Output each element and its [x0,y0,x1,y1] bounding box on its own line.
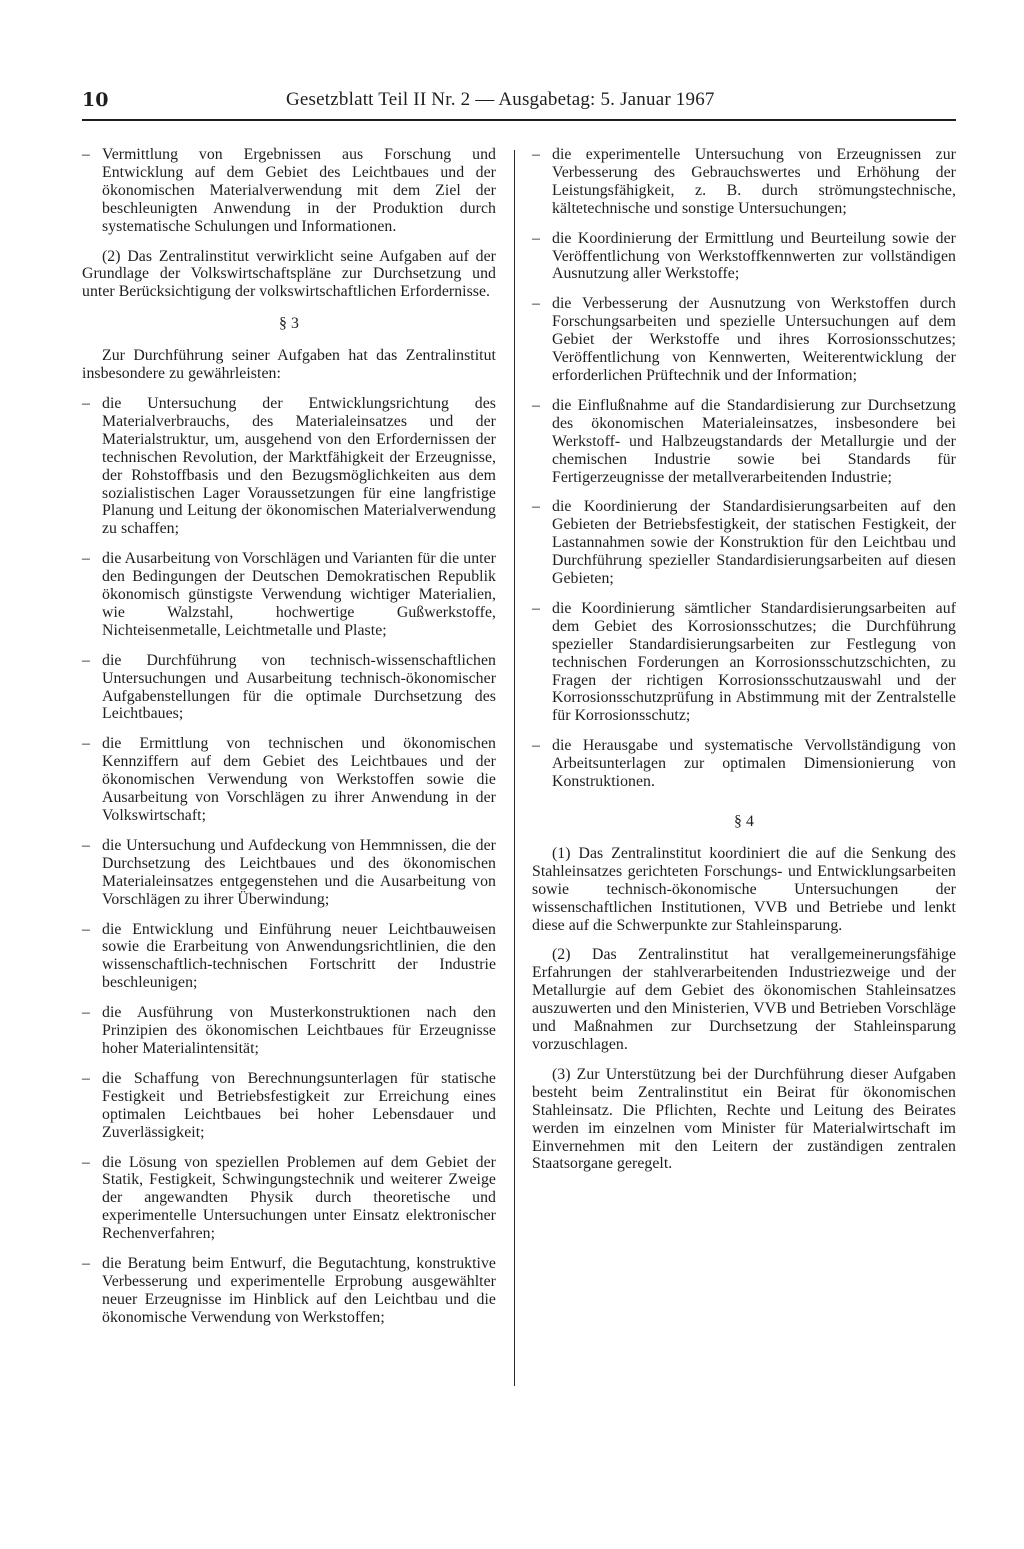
list-item-text: die Koordinierung sämtlicher Standardisierungsarbeiten auf dem Gebiet des Korrosionsschutzes; die Durchführung spezieller Standardisierungsarbeiten zur Festlegung von technischen Forderungen an Korrosionsschutzschichten, zu Fragen der richtigen Korrosionsschutzauswahl und der Korrosionsschutzprüfung in Abstimmung mit der Zentralstelle für Korrosionsschutz; [552,599,956,725]
paragraph-4-2: (2) Das Zentralinstitut hat verallgemeinerungsfähige Erfahrungen der stahlverarbeitenden Industriezweige und der Metallurgie auf dem Gebiet des ökonomischen Stahleinsatzes auszuwerten und den Ministerien, VVB und Betrieben Vorschläge und Maßnahmen zur Durchsetzung der Stahleinsparung vorzuschlagen. [532,946,956,1053]
section-heading-4: § 4 [734,813,754,830]
dash-marker: – [532,737,540,755]
list-item-text: die Ausführung von Musterkonstruktionen nach den Prinzipien des ökonomischen Leichtbaues für Erzeugnisse hoher Materialintensität; [102,1004,496,1057]
list-item [82,1255,496,1327]
dash-marker: – [82,146,90,163]
column-divider [514,150,515,1386]
list-item-text: die Koordinierung der Ermittlung und Beurteilung sowie der Veröffentlichung von Werkstoffkennwerten zur vollständigen Ausnutzung aller Werkstoffe; [552,229,956,283]
dash-marker: – [532,229,540,247]
paragraph-4-1: (1) Das Zentralinstitut koordiniert die auf die Senkung des Stahleinsatzes gerichteten Forschungs- und Entwicklungsarbeiten sowie technisch-ökonomische Untersuchungen der wissenschaftlichen Institutionen, VVB und Betriebe und lenkt diese auf die Schwerpunkte zur Stahleinsparung. [532,844,956,934]
section-heading-3: § 3 [279,315,299,333]
dash-marker: – [82,836,90,854]
list-item [532,498,956,588]
list-item-text: Vermittlung von Ergebnissen aus Forschung und Entwicklung auf dem Gebiet des Leichtbaues und der ökonomischen Materialverwendung mit dem Ziel der beschleunigten Anwendung in der Produktion durch systematische Schulungen und Informationen. [102,146,496,235]
right-column [532,146,956,1185]
list-item [532,146,956,218]
header-rule [82,119,956,121]
list-item-text: die Verbesserung der Ausnutzung von Werkstoffen durch Forschungsarbeiten und spezielle Untersuchungen auf dem Gebiet der Werkstoffe und ihres Korrosionsschutzes; Veröffentlichung von Kennwerten, Weiterentwicklung der erforderlichen Prüftechnik und der Information; [552,295,956,384]
list-item [82,837,496,909]
paragraph-4-3: (3) Zur Unterstützung bei der Durchführung dieser Aufgaben besteht beim Zentralinstitut ein Beirat für ökonomischen Stahleinsatz. Die Pflichten, Rechte und Leitung des Beirates werden im einzelnen vom Minister für Materialwirtschaft im Einvernehmen mit den Leitern der zuständigen zentralen Staatsorgane geregelt. [532,1065,956,1173]
list-item-text: die Ausarbeitung von Vorschlägen und Varianten für die unter den Bedingungen der Deutschen Demokratischen Republik ökonomisch günstigste Verwendung wichtiger Materialien, wie Walzstahl, hochwertige Gußwerkstoffe, Nichteisenmetalle, Leichtmetalle und Plaste; [102,550,496,639]
dash-marker: – [82,735,90,753]
dash-marker: – [532,146,540,163]
dash-marker: – [82,1255,90,1273]
list-item-text: die Untersuchung der Entwicklungsrichtung des Materialverbrauchs, des Materialeinsatzes und der Materialstruktur, um, ausgehend von den Erfordernissen der technischen Revolution, der Marktfähigkeit der Erzeugnisse, der Rohstoffbasis und den Bezugsmöglichkeiten aus dem sozialistischen Lager Voraussetzungen für eine langfristige Planung und Leitung der ökonomischen Materialverwendung zu schaffen; [102,394,496,538]
list-item [82,921,496,993]
list-item-text: die Koordinierung der Standardisierungsarbeiten auf den Gebieten der Betriebsfestigkeit, der statischen Festigkeit, der Lastannahmen sowie der Konstruktion für den Leichtbau und Durchführung spezieller Standardisierungsarbeiten auf diesen Gebieten; [552,498,956,588]
list-item [82,1070,496,1142]
list-item [82,395,496,538]
list-item-text: die Entwicklung und Einführung neuer Leichtbauweisen sowie die Erarbeitung von Anwendungsrichtlinien, die den wissenschaftlich-technischen Fortschritt der Industrie beschleunigen; [102,920,496,992]
list-item [532,397,956,487]
dash-marker: – [532,295,540,313]
list-item-text: die Untersuchung und Aufdeckung von Hemmnissen, die der Durchsetzung des Leichtbaues und des ökonomischen Materialeinsatzes entgegenstehen und die Ausarbeitung von Vorschlägen zu ihrer Überwindung; [102,836,496,908]
list-item-text: die Schaffung von Berechnungsunterlagen für statische Festigkeit und Betriebsfestigkeit zur Erreichung eines optimalen Leichtbaues bei hoher Lebensdauer und Zuverlässigkeit; [102,1069,496,1141]
list-item-text: die Herausgabe und systematische Vervollständigung von Arbeitsunterlagen zur optimalen Dimensionierung von Konstruktionen. [552,737,956,791]
dash-marker: – [532,498,540,516]
list-item-text: die Beratung beim Entwurf, die Begutachtung, konstruktive Verbesserung und experimentelle Erprobung ausgewählter neuer Erzeugnisse im Hinblick auf den Leichtbau und die ökonomische Verwendung von Werkstoffen; [102,1255,496,1326]
dash-marker: – [82,1153,90,1171]
list-item [532,295,956,385]
list-item [82,146,496,236]
left-column [82,146,496,1339]
list-item [532,230,956,284]
header-title: Gesetzblatt Teil II Nr. 2 — Ausgabetag: 5. Januar 1967 [286,89,715,110]
dash-marker: – [82,394,90,412]
list-item-text: die Ermittlung von technischen und ökonomischen Kennziffern auf dem Gebiet des Leichtbaues und der ökonomischen Verwendung von Werkstoffen sowie die Ausarbeitung von Vorschlägen zu ihrer Anwendung in der Volkswirtschaft; [102,735,496,824]
page-number: 10 [82,89,109,111]
dash-marker: – [532,396,540,414]
list-item [82,1154,496,1244]
dash-marker: – [82,550,90,568]
dash-marker: – [82,1004,90,1022]
dash-marker: – [532,599,540,617]
list-item [82,550,496,640]
list-item [532,600,956,725]
paragraph-2: (2) Das Zentralinstitut verwirklicht seine Aufgaben auf der Grundlage der Volkswirtschaftspläne zur Durchsetzung und unter Berücksichtigung der volkswirtschaftlichen Erfordernisse. [82,247,496,301]
list-item [82,735,496,825]
section-3-intro: Zur Durchführung seiner Aufgaben hat das Zentralinstitut insbesondere zu gewährleisten: [82,347,496,383]
list-item-text: die Einflußnahme auf die Standardisierung zur Durchsetzung des ökonomischen Materialeinsatzes, insbesondere bei Werkstoff- und Halbzeugstandards der Metallurgie und der chemischen Industrie sowie bei Standards für Fertigerzeugnisse der metallverarbeitenden Industrie; [552,396,956,486]
dash-marker: – [82,920,90,938]
list-item [82,652,496,724]
list-item-text: die Lösung von speziellen Problemen auf dem Gebiet der Statik, Festigkeit, Schwingungstechnik und weiterer Zweige der angewandten Physik durch theoretische und experimentelle Untersuchungen unter Einsatz elektronischer Rechenverfahren; [102,1153,496,1243]
list-item-text: die experimentelle Untersuchung von Erzeugnissen zur Verbesserung des Gebrauchswertes und Erhöhung der Leistungsfähigkeit, z. B. durch strömungstechnische, kältetechnische und sonstige Untersuchungen; [552,146,956,217]
list-item [82,1004,496,1058]
list-item-text: die Durchführung von technisch-wissenschaftlichen Untersuchungen und Ausarbeitung technisch-ökonomischer Aufgabenstellungen für die optimale Durchsetzung des Leichtbaues; [102,651,496,723]
list-item [532,737,956,791]
page-header [82,88,956,116]
dash-marker: – [82,1069,90,1087]
dash-marker: – [82,651,90,669]
